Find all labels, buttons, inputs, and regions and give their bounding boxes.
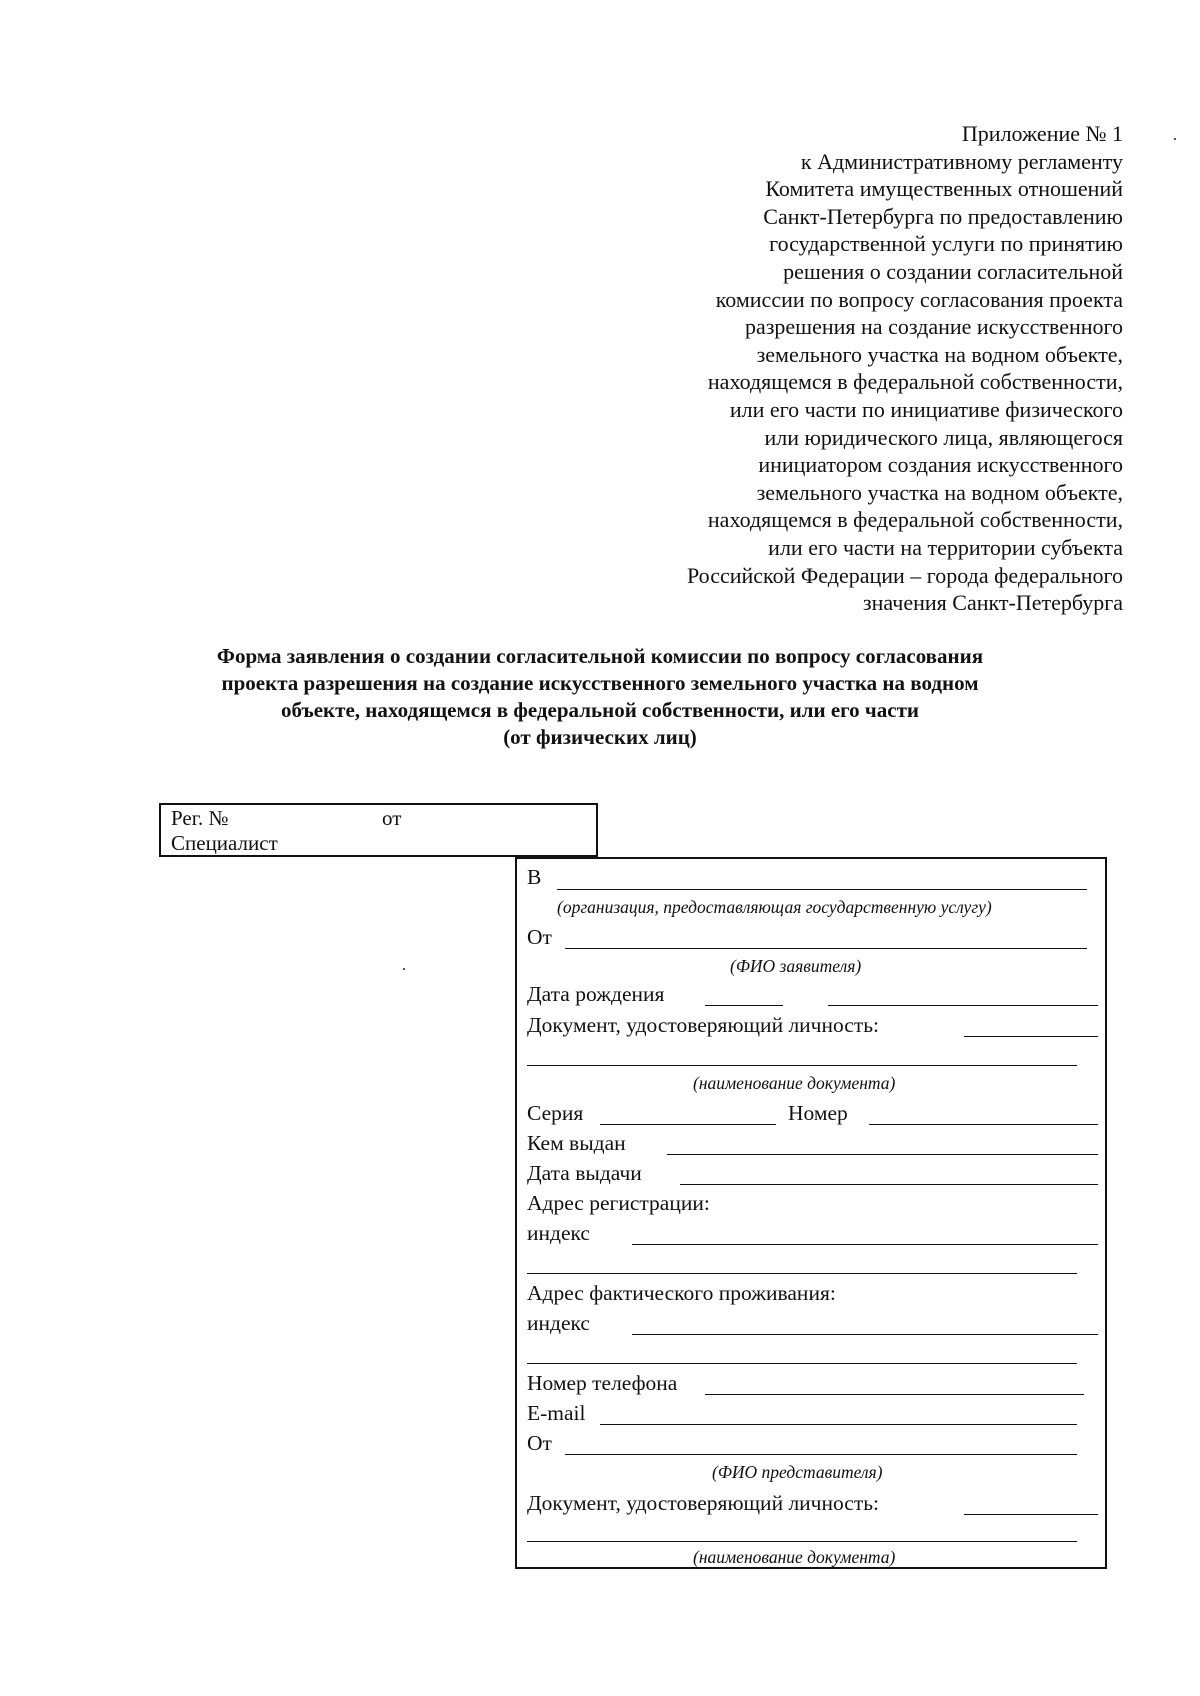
rep-id-document-name-field[interactable]: [527, 1541, 1077, 1542]
reg-address-label: Адрес регистрации:: [527, 1191, 710, 1215]
rep-id-document-label: Документ, удостоверяющий личность:: [527, 1491, 879, 1515]
annex-line: земельного участка на водном объекте,: [756, 341, 1123, 367]
id-document-field[interactable]: [964, 1036, 1098, 1037]
series-field[interactable]: [600, 1124, 776, 1125]
rep-caption: (ФИО представителя): [712, 1462, 883, 1482]
id-document-label: Документ, удостоверяющий личность:: [527, 1013, 879, 1037]
annex-line: к Административному регламенту: [800, 148, 1123, 174]
birth-date-label: Дата рождения: [527, 982, 665, 1006]
rep-from-label: От: [527, 1431, 552, 1455]
annex-line: инициатором создания искусственного: [758, 452, 1123, 478]
title-line: объекте, находящемся в федеральной собственности, или его части: [281, 698, 919, 722]
issued-by-field[interactable]: [667, 1154, 1098, 1155]
reg-date-label: от: [382, 806, 402, 830]
rep-doc-name-caption: (наименование документа): [693, 1547, 896, 1567]
actual-index-field[interactable]: [632, 1334, 1098, 1335]
form-title: [0, 643, 1200, 751]
annex-line: разрешения на создание искусственного: [744, 314, 1123, 340]
representative-name-field[interactable]: [565, 1454, 1077, 1455]
registration-box: [159, 803, 598, 857]
phone-field[interactable]: [705, 1394, 1084, 1395]
number-field[interactable]: [869, 1124, 1098, 1125]
birth-date-field[interactable]: [705, 1005, 783, 1006]
application-form: [515, 857, 1107, 1569]
actual-address-field[interactable]: [527, 1363, 1077, 1364]
rep-id-document-field[interactable]: [964, 1514, 1098, 1515]
actual-index-label: индекс: [527, 1311, 590, 1335]
specialist-label: Специалист: [171, 831, 278, 855]
annex-line: Российской Федерации – города федерального: [686, 562, 1123, 588]
reg-address-field[interactable]: [527, 1273, 1077, 1274]
annex-line: находящемся в федеральной собственности,: [707, 507, 1123, 533]
to-organization-field[interactable]: [557, 889, 1087, 890]
reg-number-label: Рег. №: [171, 806, 229, 830]
applicant-caption: (ФИО заявителя): [730, 956, 862, 976]
annex-line: Приложение № 1: [961, 121, 1123, 146]
annex-line: комиссии по вопросу согласования проекта: [715, 286, 1123, 312]
doc-name-caption: (наименование документа): [693, 1073, 896, 1093]
reg-index-field[interactable]: [632, 1244, 1098, 1245]
annex-line: Санкт-Петербурга по предоставлению: [763, 203, 1123, 229]
from-label: От: [527, 925, 552, 949]
annex-line: Комитета имущественных отношений: [765, 176, 1123, 202]
scan-speck: [1174, 138, 1176, 140]
to-label: В: [527, 865, 542, 889]
applicant-name-field[interactable]: [565, 948, 1087, 949]
issue-date-field[interactable]: [680, 1184, 1098, 1185]
actual-address-label: Адрес фактического проживания:: [527, 1281, 836, 1305]
title-line: Форма заявления о создании согласительной комиссии по вопросу согласования: [216, 644, 984, 668]
email-field[interactable]: [600, 1424, 1077, 1425]
annex-line: или его части по инициативе физического: [729, 396, 1123, 422]
phone-label: Номер телефона: [527, 1371, 678, 1395]
title-line: проекта разрешения на создание искусственного земельного участка на водном: [221, 671, 979, 695]
annex-line: государственной услуги по принятию: [769, 231, 1123, 257]
scan-speck: [403, 968, 405, 970]
series-label: Серия: [527, 1101, 584, 1125]
title-subtitle: (от физических лиц): [503, 725, 697, 749]
annex-line: земельного участка на водном объекте,: [756, 479, 1123, 505]
email-label: E-mail: [527, 1401, 586, 1425]
annex-line: или юридического лица, являющегося: [764, 424, 1123, 450]
to-caption: (организация, предоставляющая государственную услугу): [557, 897, 992, 917]
issue-date-label: Дата выдачи: [527, 1161, 642, 1185]
annex-line: или его части на территории субъекта: [768, 534, 1123, 560]
annex-header: [563, 120, 1123, 617]
annex-line: значения Санкт-Петербурга: [862, 590, 1123, 616]
id-document-name-field[interactable]: [527, 1065, 1077, 1066]
number-label: Номер: [788, 1101, 848, 1125]
reg-index-label: индекс: [527, 1221, 590, 1245]
issued-by-label: Кем выдан: [527, 1131, 626, 1155]
birth-place-field[interactable]: [828, 1005, 1098, 1006]
annex-line: находящемся в федеральной собственности,: [707, 369, 1123, 395]
annex-line: решения о создании согласительной: [783, 258, 1123, 284]
